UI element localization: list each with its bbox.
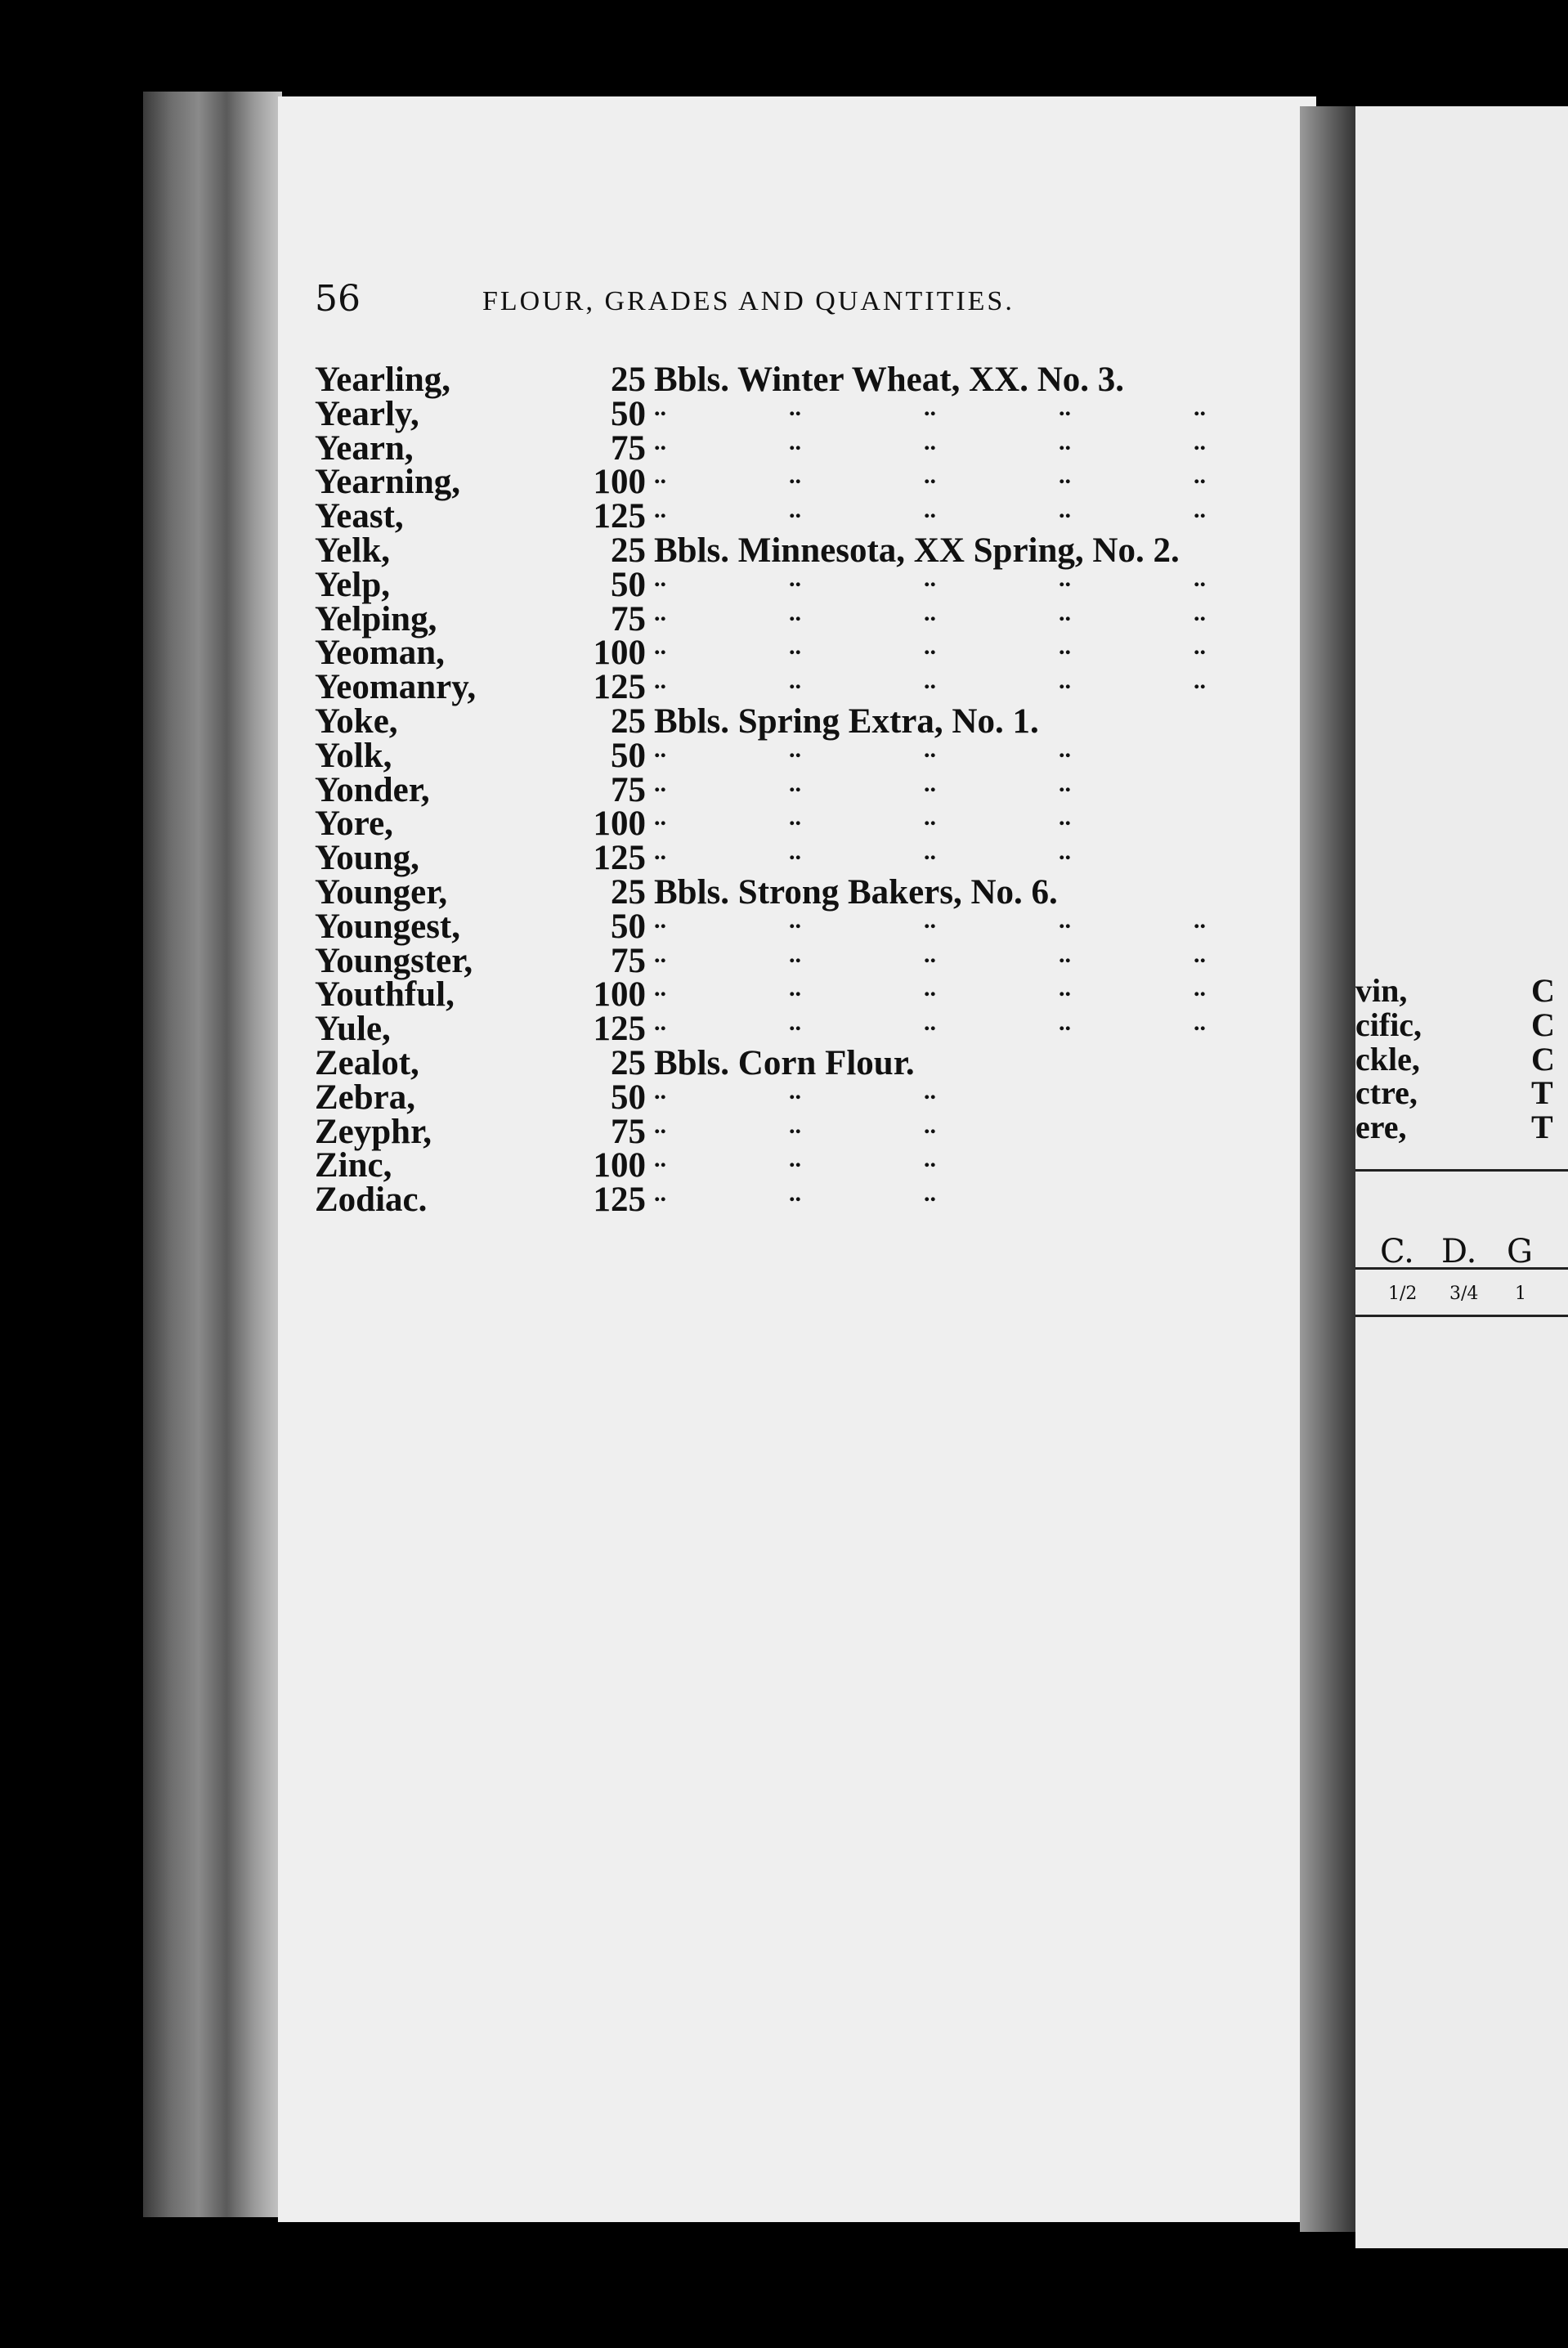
ditto-mark: ..	[654, 667, 666, 695]
ditto-mark: ..	[789, 564, 801, 592]
list-item	[315, 975, 1304, 1015]
ditto-mark: ..	[789, 633, 801, 661]
ditto-mark: ..	[924, 975, 936, 1002]
ditto-mark: ..	[924, 496, 936, 524]
quantity: 75	[611, 770, 646, 809]
ditto-mark: ..	[789, 769, 801, 797]
ditto-mark: ..	[654, 496, 666, 524]
ditto-mark: ..	[789, 462, 801, 490]
facing-page-fragment	[1355, 106, 1568, 2248]
ditto-mark: ..	[654, 975, 666, 1002]
grade-description: Bbls. Winter Wheat, XX. No. 3.	[654, 361, 1124, 399]
quantity: 75	[611, 941, 646, 980]
ditto-mark: ..	[1059, 393, 1071, 421]
ditto-mark: ..	[654, 633, 666, 661]
grade-description: Bbls. Strong Bakers, No. 6.	[654, 872, 1058, 912]
code-word: Youngster,	[315, 941, 473, 980]
quantity: 25	[611, 701, 646, 741]
ditto-mark: ..	[1194, 633, 1206, 661]
ditto-mark: ..	[654, 1077, 666, 1105]
ditto-mark: ..	[1059, 462, 1071, 490]
ditto-mark: ..	[789, 667, 801, 695]
list-item	[315, 769, 1304, 809]
list-item	[315, 872, 1304, 912]
quantity: 50	[611, 394, 646, 433]
list-item	[315, 735, 1304, 775]
list-item	[315, 667, 1304, 707]
ditto-mark: ..	[789, 1009, 801, 1037]
ditto-mark: ..	[1194, 906, 1206, 934]
quantity: 50	[611, 736, 646, 775]
code-word: Zebra,	[315, 1078, 416, 1117]
ditto-mark: ..	[924, 1145, 936, 1173]
ditto-mark: ..	[789, 496, 801, 524]
ditto-mark: ..	[654, 735, 666, 763]
code-word: Yeast,	[315, 497, 404, 536]
list-item	[315, 1111, 1304, 1151]
ditto-mark: ..	[789, 598, 801, 626]
code-word: Youngest,	[315, 907, 461, 946]
code-word: Young,	[315, 839, 419, 878]
list-item	[315, 1043, 1304, 1082]
ditto-mark: ..	[789, 1180, 801, 1208]
ditto-mark: ..	[1194, 393, 1206, 421]
facing-page-word: cific,	[1355, 1006, 1422, 1043]
code-word: Yeomanry,	[315, 668, 477, 707]
ditto-mark: ..	[789, 1145, 801, 1173]
code-word: Yelk,	[315, 531, 390, 570]
code-word: Zeyphr,	[315, 1112, 432, 1151]
quantity: 25	[611, 361, 646, 399]
code-word: Zinc,	[315, 1146, 392, 1185]
grade-description: Bbls. Spring Extra, No. 1.	[654, 701, 1039, 741]
table-rule	[1355, 1315, 1568, 1317]
ditto-mark: ..	[1059, 1009, 1071, 1037]
ditto-mark: ..	[654, 1180, 666, 1208]
ditto-mark: ..	[924, 735, 936, 763]
table-value-cell: 1	[1515, 1284, 1526, 1304]
quantity: 50	[611, 565, 646, 604]
ditto-mark: ..	[924, 633, 936, 661]
ditto-mark: ..	[654, 428, 666, 455]
ditto-mark: ..	[924, 393, 936, 421]
list-item	[315, 1145, 1304, 1185]
ditto-mark: ..	[1059, 940, 1071, 968]
quantity: 50	[611, 907, 646, 946]
ditto-mark: ..	[1059, 496, 1071, 524]
ditto-mark: ..	[924, 564, 936, 592]
ditto-mark: ..	[654, 462, 666, 490]
list-item	[315, 804, 1304, 844]
ditto-mark: ..	[654, 1111, 666, 1139]
ditto-mark: ..	[924, 1009, 936, 1037]
facing-page-letter: C	[1531, 972, 1555, 1009]
list-item	[315, 564, 1304, 604]
ditto-mark: ..	[789, 428, 801, 455]
quantity: 25	[611, 531, 646, 570]
ditto-mark: ..	[1194, 462, 1206, 490]
quantity: 50	[611, 1078, 646, 1117]
ditto-mark: ..	[1059, 838, 1071, 866]
facing-page-letter: T	[1531, 1074, 1553, 1112]
ditto-mark: ..	[789, 1111, 801, 1139]
ditto-mark: ..	[1059, 564, 1071, 592]
code-word: Yelp,	[315, 565, 390, 604]
list-item	[315, 363, 1304, 397]
ditto-mark: ..	[1059, 975, 1071, 1002]
code-word: Yearling,	[315, 361, 451, 399]
list-item	[315, 598, 1304, 639]
code-word: Yonder,	[315, 770, 430, 809]
ditto-mark: ..	[1059, 804, 1071, 831]
ditto-mark: ..	[924, 1111, 936, 1139]
quantity: 75	[611, 599, 646, 639]
code-word-list	[315, 361, 1304, 1220]
quantity: 100	[593, 804, 646, 844]
list-item	[315, 462, 1304, 502]
ditto-mark: ..	[924, 906, 936, 934]
facing-page-letter: C	[1531, 1040, 1555, 1078]
code-word: Yoke,	[315, 701, 398, 741]
list-item	[315, 496, 1304, 536]
quantity: 75	[611, 428, 646, 468]
ditto-mark: ..	[924, 838, 936, 866]
list-item	[315, 1009, 1304, 1049]
quantity: 125	[593, 1181, 646, 1220]
ditto-mark: ..	[789, 975, 801, 1002]
ditto-mark: ..	[789, 838, 801, 866]
ditto-mark: ..	[654, 598, 666, 626]
code-word: Yearn,	[315, 428, 414, 468]
ditto-mark: ..	[924, 598, 936, 626]
page-edge-stack	[143, 92, 282, 2217]
code-word: Younger,	[315, 872, 448, 912]
ditto-mark: ..	[1194, 428, 1206, 455]
quantity: 125	[593, 668, 646, 707]
ditto-mark: ..	[789, 906, 801, 934]
page-header	[315, 278, 1284, 335]
ditto-mark: ..	[1059, 598, 1071, 626]
quantity: 25	[611, 872, 646, 912]
ditto-mark: ..	[1059, 428, 1071, 455]
code-word: Yearly,	[315, 394, 419, 433]
ditto-mark: ..	[789, 940, 801, 968]
ditto-mark: ..	[1059, 633, 1071, 661]
grade-description: Bbls. Minnesota, XX Spring, No. 2.	[654, 531, 1180, 570]
ditto-mark: ..	[1194, 598, 1206, 626]
facing-page-letter: C	[1531, 1006, 1555, 1043]
list-item	[315, 428, 1304, 468]
ditto-mark: ..	[654, 1145, 666, 1173]
book-page	[278, 96, 1316, 2222]
quantity: 25	[611, 1043, 646, 1082]
code-word: Yeoman,	[315, 634, 445, 673]
quantity: 125	[593, 1010, 646, 1049]
facing-page-word: ere,	[1355, 1109, 1407, 1146]
facing-page-word: ctre,	[1355, 1074, 1418, 1112]
quantity: 100	[593, 463, 646, 502]
list-item	[315, 940, 1304, 980]
quantity: 100	[593, 634, 646, 673]
code-word: Zealot,	[315, 1043, 419, 1082]
list-item	[315, 1180, 1304, 1220]
facing-page-letter: T	[1531, 1109, 1553, 1146]
code-word: Zodiac.	[315, 1181, 428, 1220]
ditto-mark: ..	[654, 564, 666, 592]
ditto-mark: ..	[789, 393, 801, 421]
ditto-mark: ..	[654, 906, 666, 934]
quantity: 125	[593, 839, 646, 878]
ditto-mark: ..	[654, 804, 666, 831]
grade-description: Bbls. Corn Flour.	[654, 1043, 915, 1082]
facing-page-word: ckle,	[1355, 1040, 1420, 1078]
list-item	[315, 393, 1304, 433]
ditto-mark: ..	[924, 1180, 936, 1208]
list-item	[315, 633, 1304, 673]
quantity: 100	[593, 975, 646, 1015]
quantity: 100	[593, 1146, 646, 1185]
list-item	[315, 531, 1304, 570]
ditto-mark: ..	[1059, 667, 1071, 695]
ditto-mark: ..	[1194, 667, 1206, 695]
running-title: FLOUR, GRADES AND QUANTITIES.	[482, 286, 1015, 316]
ditto-mark: ..	[1194, 1009, 1206, 1037]
page-number: 56	[315, 278, 361, 320]
ditto-mark: ..	[1059, 769, 1071, 797]
table-value-cell: 1/2	[1388, 1284, 1418, 1304]
list-item	[315, 838, 1304, 878]
ditto-mark: ..	[789, 804, 801, 831]
ditto-mark: ..	[789, 735, 801, 763]
code-word: Yolk,	[315, 736, 392, 775]
ditto-mark: ..	[654, 940, 666, 968]
ditto-mark: ..	[654, 769, 666, 797]
table-rule	[1355, 1169, 1568, 1172]
code-word: Youthful,	[315, 975, 455, 1015]
list-item	[315, 701, 1304, 741]
table-header-cell: D.	[1441, 1233, 1477, 1270]
table-value-cell: 3/4	[1449, 1284, 1479, 1304]
ditto-mark: ..	[1059, 906, 1071, 934]
ditto-mark: ..	[924, 804, 936, 831]
ditto-mark: ..	[654, 393, 666, 421]
list-item	[315, 1077, 1304, 1117]
code-word: Yearning,	[315, 463, 460, 502]
ditto-mark: ..	[924, 769, 936, 797]
table-header-cell: G	[1507, 1233, 1533, 1270]
ditto-mark: ..	[1194, 940, 1206, 968]
code-word: Yule,	[315, 1010, 391, 1049]
ditto-mark: ..	[789, 1077, 801, 1105]
code-word: Yore,	[315, 804, 393, 844]
table-header-cell: C.	[1380, 1233, 1414, 1270]
ditto-mark: ..	[924, 667, 936, 695]
ditto-mark: ..	[924, 1077, 936, 1105]
ditto-mark: ..	[1194, 564, 1206, 592]
ditto-mark: ..	[924, 428, 936, 455]
facing-page-word: vin,	[1355, 972, 1408, 1009]
ditto-mark: ..	[1194, 496, 1206, 524]
quantity: 125	[593, 497, 646, 536]
list-item	[315, 906, 1304, 946]
ditto-mark: ..	[654, 838, 666, 866]
code-word: Yelping,	[315, 599, 437, 639]
ditto-mark: ..	[1194, 975, 1206, 1002]
ditto-mark: ..	[924, 940, 936, 968]
ditto-mark: ..	[654, 1009, 666, 1037]
quantity: 75	[611, 1112, 646, 1151]
ditto-mark: ..	[924, 462, 936, 490]
ditto-mark: ..	[1059, 735, 1071, 763]
